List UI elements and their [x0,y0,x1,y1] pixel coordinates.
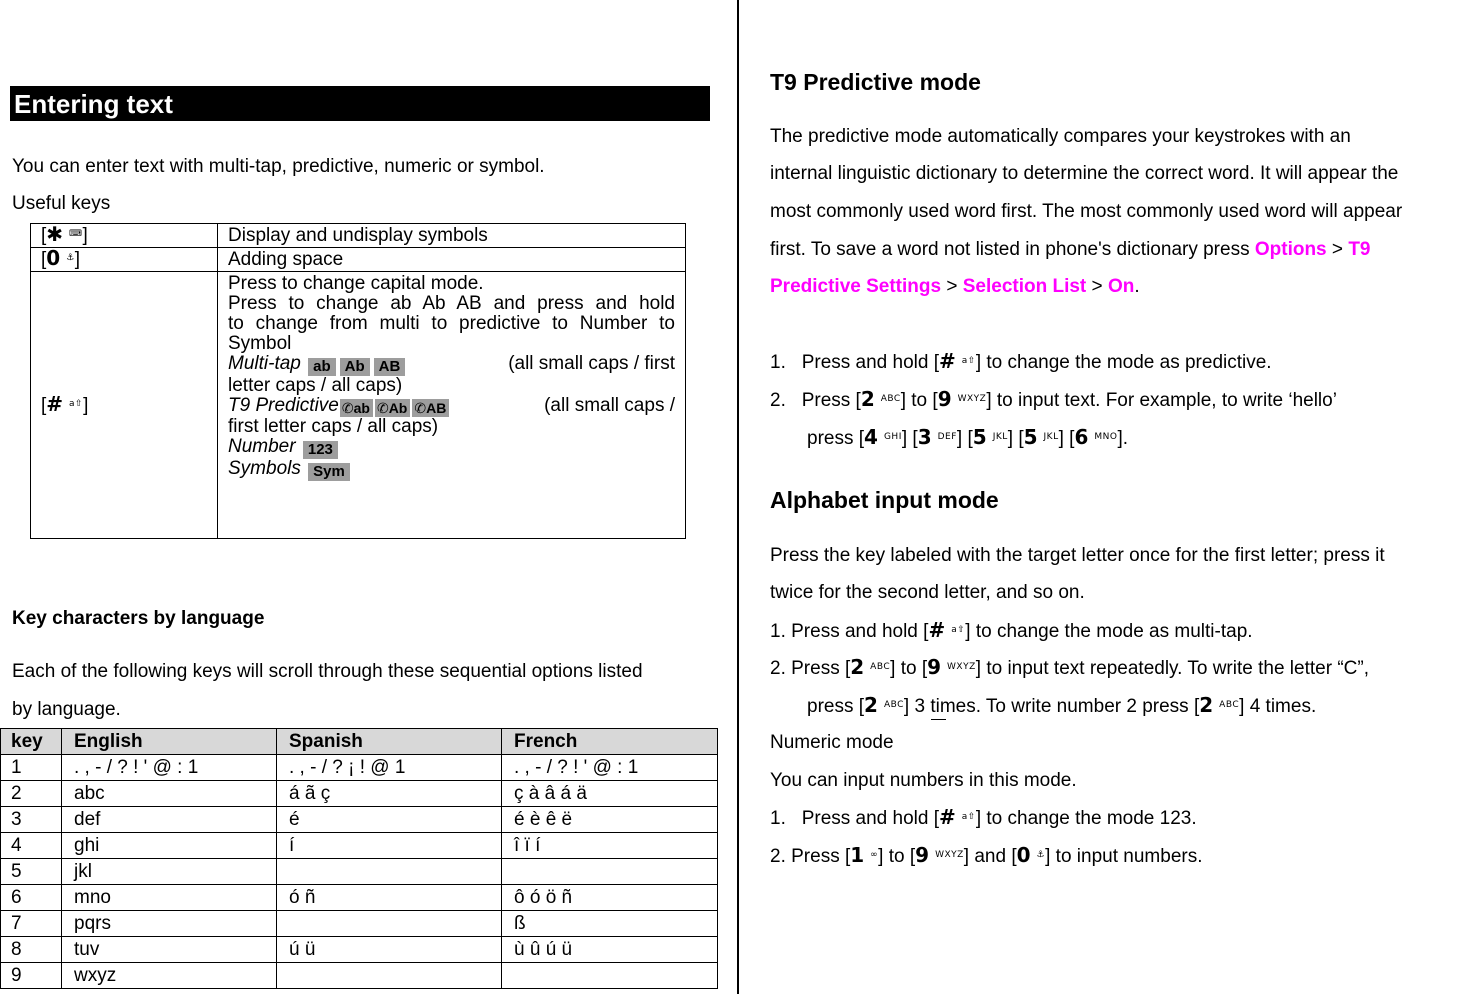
step-text: ] and [ [963,846,1017,867]
english-cell: wxyz [62,963,277,989]
english-cell: ghi [62,833,277,859]
english-cell: . , - / ? ! ' @ : 1 [62,755,277,781]
step-text: Press [ [801,390,861,411]
alpha-step-1 [770,618,1253,642]
step-text: ] to input text. For example, to write ‘hello’ [986,390,1337,411]
alpha-para-line: twice for the second letter, and so on. [770,582,1085,603]
spanish-cell [277,963,502,989]
desc-line: to change from multi to predictive to Number to [228,313,675,334]
multitap-line [228,354,675,376]
key-9-icon: 9 WXYZ [915,843,964,867]
intro-text: You can enter text with multi-tap, predictive, numeric or symbol. [12,156,545,177]
key-cell: 2 [1,781,62,807]
number-label: Number [228,436,296,457]
header-english: English [62,729,277,755]
symbols-mode-icon: Sym [308,463,350,481]
step-text: ] 3 times. To write number 2 press [ [903,696,1200,717]
zero-key-icon: 0 ⚓ [1016,843,1046,867]
t9-menu-path [770,277,1140,297]
alpha-para-line: Press the key labeled with the target letter once for the first letter; press it [770,545,1385,566]
step-text: Press and hold [ [801,352,940,373]
useful-keys-table [30,223,686,539]
lang-intro-2: by language. [12,699,121,720]
step-text: ] 4 times. [1239,696,1317,717]
key-cell: 8 [1,937,62,963]
french-cell: é è ê ë [502,807,718,833]
step-text: 1. Press and hold [ [770,621,929,642]
num-step-1 [770,805,1197,829]
step-text: ] to input text repeatedly. To write the letter “C”, [975,658,1369,679]
table-header-row [1,729,718,755]
french-cell [502,859,718,885]
desc-text: (all small caps / [544,395,675,416]
desc-line: Symbol [228,333,292,354]
t9-line [228,396,675,417]
step-text: ] to input numbers. [1045,846,1203,867]
key-cell: 3 [1,807,62,833]
key-cell: 4 [1,833,62,859]
key-2-icon: 2 ABC [850,655,891,679]
zero-key-icon: 0 ⚓ [46,246,75,270]
alpha-step-2 [770,655,1369,679]
t9-step-2-cont: press [ 4 GHI ] [ 3 DEF ] [ 5 JKL ] [ 5 JKL ] [ 6 MNO ]. [807,425,1129,449]
number-mode-icon: 123 [303,441,338,459]
numeric-heading: Numeric mode [770,732,894,753]
table-row [1,833,718,859]
t9-step-2 [770,387,1466,411]
desc-line: letter caps / all caps) [228,375,403,396]
key-desc: Adding space [218,248,686,272]
desc-line: first letter caps / all caps) [228,416,439,437]
t9-para-line: The predictive mode automatically compares your keystrokes with an [770,126,1351,147]
key-cell: 1 [1,755,62,781]
table-row [1,807,718,833]
table-row [31,272,686,539]
t9-ab-all-caps-mode-icon: ✆AB [412,399,449,417]
step-text: 2. Press [ [770,658,851,679]
star-key-icon: ✱ ⌨ [46,222,83,246]
ab-first-caps-mode-icon: Ab [340,358,370,376]
key-1-icon: 1 ∞ [850,843,879,867]
menu-t9-link: T9 [1348,239,1371,260]
english-cell: tuv [62,937,277,963]
key-desc-multi [218,272,686,539]
step-text: press [ [807,696,865,717]
step-number: 1. [770,352,786,373]
table-row [31,224,686,248]
step-text: ] to [ [900,390,938,411]
spanish-cell [277,859,502,885]
key-9-icon: 9 WXYZ [937,387,987,411]
table-row [1,755,718,781]
alpha-step-2-cont [807,693,1317,717]
english-cell: mno [62,885,277,911]
spanish-cell: í [277,833,502,859]
french-cell: î ï í [502,833,718,859]
french-cell: ù û ú ü [502,937,718,963]
header-spanish: Spanish [277,729,502,755]
table-row [1,859,718,885]
step-text: Press and hold [ [801,808,940,829]
step-text: ] to [ [878,846,916,867]
hash-key-icon: # a⇧ [939,805,976,829]
underline-mark [931,719,946,720]
numeric-para: You can input numbers in this mode. [770,770,1077,791]
step-number: 1. [770,808,786,829]
lang-intro-1: Each of the following keys will scroll through these sequential options listed [12,661,643,682]
multitap-label: Multi-tap [228,353,301,374]
menu-on-link: On [1107,276,1135,297]
spanish-cell: . , - / ? ¡ ! @ 1 [277,755,502,781]
table-row [1,911,718,937]
english-cell: pqrs [62,911,277,937]
useful-keys-label: Useful keys [12,193,111,214]
menu-sep: > [946,276,958,297]
key-2-icon: 2 ABC [864,693,904,717]
step-number: 2. [770,390,786,411]
hash-key-icon: # a⇧ [939,349,976,373]
t9-ab-mode-icon: ✆ab [340,399,373,417]
english-cell: jkl [62,859,277,885]
menu-sep: > [1091,276,1103,297]
key-cell: 6 [1,885,62,911]
table-row [31,248,686,272]
t9-label: T9 Predictive [228,395,339,416]
step-text: ] to change the mode as multi-tap. [965,621,1253,642]
alpha-heading: Alphabet input mode [770,487,999,513]
ab-all-caps-mode-icon: AB [374,358,406,376]
lang-heading: Key characters by language [12,608,265,629]
spanish-cell: é [277,807,502,833]
french-cell: . , - / ? ! ' @ : 1 [502,755,718,781]
symbols-line [228,459,675,481]
step-text: press [ [807,428,865,449]
hash-key-icon: # a⇧ [928,618,966,642]
period: . [1134,276,1140,297]
key-3-icon: 3 DEF [917,425,957,449]
key-4-icon: 4 GHI [864,425,902,449]
key-2-icon: 2 ABC [860,387,901,411]
t9-heading: T9 Predictive mode [770,69,981,95]
french-cell: ô ó ö ñ [502,885,718,911]
key-desc: Display and undisplay symbols [218,224,686,248]
table-row [1,963,718,989]
language-table [0,728,718,989]
spanish-cell: á ã ç [277,781,502,807]
t9-para-line [770,240,1371,260]
key-5-icon: 5 JKL [1023,425,1059,449]
key-9-icon: 9 WXYZ [927,655,976,679]
t9-para-line: internal linguistic dictionary to determine the correct word. It will appear the [770,163,1399,184]
english-cell: abc [62,781,277,807]
key-cell: [ ✱ ⌨ ] [31,224,218,248]
key-5-icon: 5 JKL [972,425,1008,449]
key-6-icon: 6 MNO [1074,425,1118,449]
t9-para-text: first. To save a word not listed in phone's dictionary press [770,239,1250,260]
key-cell: [ 0 ⚓ ] [31,248,218,272]
column-divider [737,0,739,994]
menu-sep: > [1331,239,1344,260]
step-text: ] to [ [890,658,928,679]
spanish-cell [277,911,502,937]
header-french: French [502,729,718,755]
table-row [1,937,718,963]
menu-options-link: Options [1254,239,1327,260]
t9-ab-first-caps-mode-icon: ✆Ab [375,399,410,417]
key-cell: 7 [1,911,62,937]
menu-settings-link: Predictive Settings [770,276,942,297]
key-cell: [ # a⇧ ] [31,272,218,539]
french-cell: ç à â á ä [502,781,718,807]
step-text: 2. Press [ [770,846,851,867]
menu-selection-link: Selection List [962,276,1087,297]
desc-line: Press to change capital mode. [228,273,484,294]
french-cell: ß [502,911,718,937]
hash-key-icon: # a⇧ [46,391,84,416]
spanish-cell: ú ü [277,937,502,963]
t9-para-line: most commonly used word first. The most commonly used word will appear [770,201,1403,222]
number-line [228,437,675,459]
t9-step-1 [770,349,1272,373]
spanish-cell: ó ñ [277,885,502,911]
step-text: ] to change the mode as predictive. [975,352,1272,373]
english-cell: def [62,807,277,833]
desc-line: Press to change ab Ab AB and press and hold [228,293,675,314]
table-row [1,885,718,911]
step-text: ] to change the mode 123. [975,808,1197,829]
key-2-icon: 2 ABC [1199,693,1240,717]
num-step-2 [770,843,1203,867]
desc-text: (all small caps / first [508,353,675,374]
french-cell [502,963,718,989]
key-cell: 5 [1,859,62,885]
table-row [1,781,718,807]
symbols-label: Symbols [228,458,301,479]
header-key: key [1,729,62,755]
section-banner: Entering text [10,86,710,121]
key-cell: 9 [1,963,62,989]
ab-mode-icon: ab [308,358,336,376]
